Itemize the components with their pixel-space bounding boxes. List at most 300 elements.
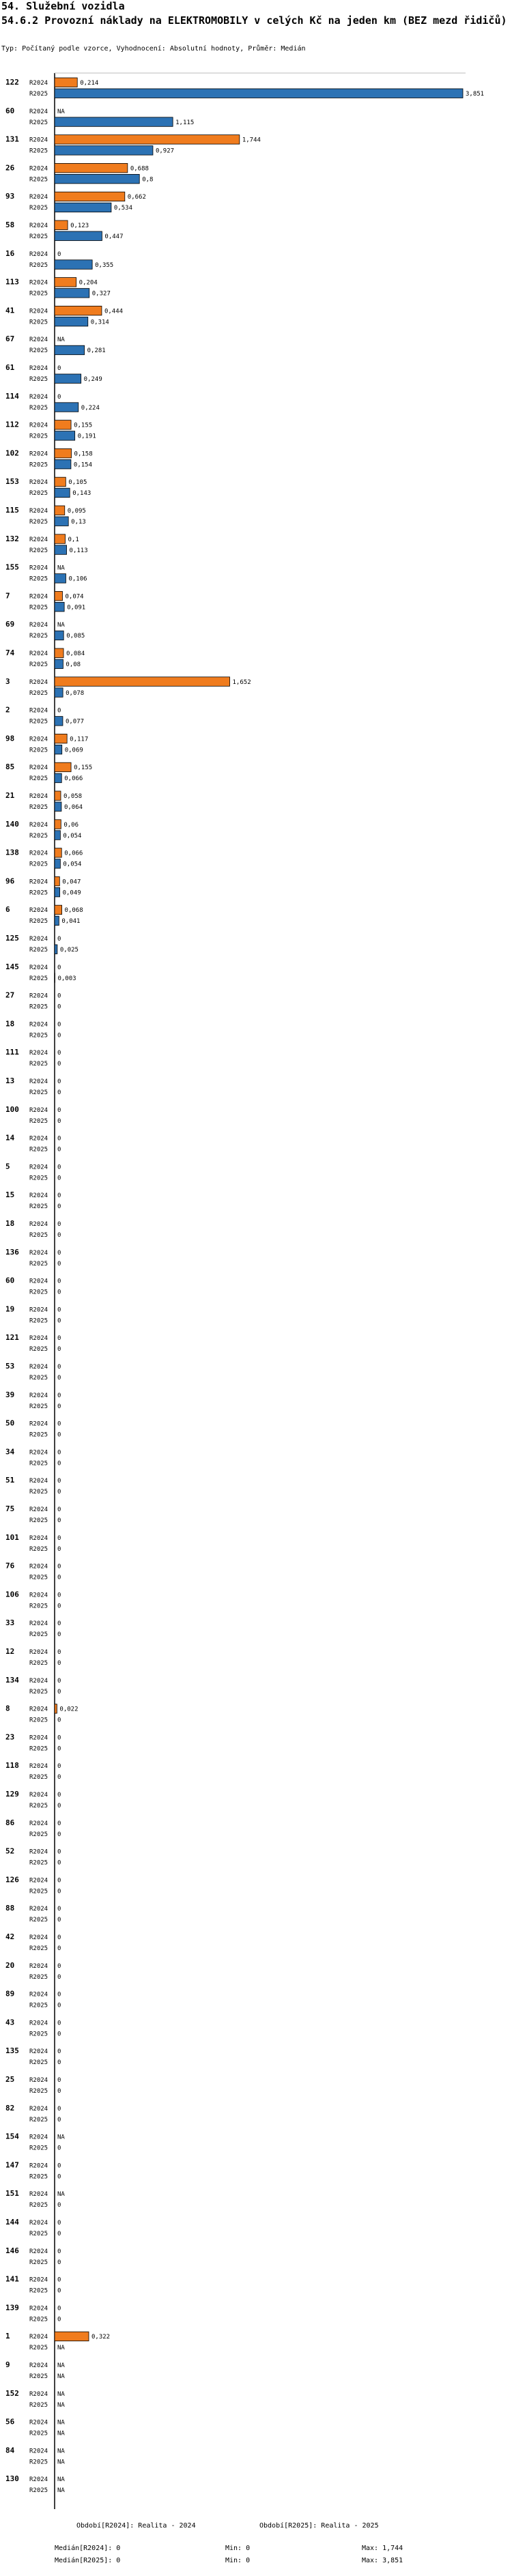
value-label: 0 <box>57 1848 61 1856</box>
series-label: R2024 <box>29 1364 48 1371</box>
category-label: 15 <box>5 1190 15 1200</box>
series-label: R2025 <box>29 661 48 668</box>
value-label: 0,085 <box>66 633 85 640</box>
series-label: R2024 <box>29 1449 48 1457</box>
value-label: 0 <box>57 1420 61 1428</box>
bar-r2024 <box>55 306 102 315</box>
series-label: R2025 <box>29 2002 48 2009</box>
value-label: 0 <box>57 1831 61 1838</box>
value-label: 0 <box>57 2248 61 2255</box>
value-label: 0,155 <box>74 764 93 772</box>
value-label: 0 <box>57 2116 61 2123</box>
bar-r2025 <box>55 802 61 812</box>
category-label: 130 <box>5 2474 19 2484</box>
bar-r2025 <box>55 117 173 127</box>
bar-r2024 <box>55 192 125 201</box>
bar-r2025 <box>55 659 63 669</box>
series-label: R2024 <box>29 194 48 201</box>
median-r2025: Medián[R2025]: 0 <box>55 2557 121 2564</box>
category-label: 125 <box>5 934 19 943</box>
category-label: 115 <box>5 506 19 515</box>
bar-r2024 <box>55 278 76 287</box>
series-label: R2024 <box>29 1934 48 1941</box>
bar-r2025 <box>55 831 60 840</box>
value-label: 0 <box>57 2002 61 2009</box>
value-label: 0 <box>57 1289 61 1296</box>
series-label: R2025 <box>29 205 48 212</box>
category-label: 86 <box>5 1818 15 1827</box>
value-label: 0 <box>57 1249 61 1257</box>
series-label: R2025 <box>29 1631 48 1639</box>
value-label: 0 <box>57 1003 61 1011</box>
series-label: R2024 <box>29 936 48 943</box>
value-label: 0 <box>57 1631 61 1639</box>
series-label: R2024 <box>29 2191 48 2199</box>
value-label: 0 <box>57 1906 61 1913</box>
chart-title: 54.6.2 Provozní náklady na ELEKTROMOBILY v celých Kč na jeden km (BEZ mezd řidičů) <box>1 14 507 27</box>
series-label: R2025 <box>29 2145 48 2152</box>
bar-r2025 <box>55 631 63 640</box>
category-label: 13 <box>5 1076 15 1085</box>
bar-r2025 <box>55 717 63 726</box>
value-label: NA <box>57 2191 65 2199</box>
value-label: 0 <box>57 1221 61 1228</box>
bar-r2025 <box>55 574 66 584</box>
bar-r2024 <box>55 762 71 772</box>
value-label: NA <box>57 2476 65 2484</box>
value-label: 0 <box>57 2059 61 2067</box>
category-label: 58 <box>5 220 15 229</box>
series-label: R2024 <box>29 1164 48 1171</box>
value-label: 0,322 <box>91 2334 111 2341</box>
value-label: 0,069 <box>64 747 83 754</box>
category-label: 132 <box>5 534 19 543</box>
legend-r2024: Období[R2024]: Realita - 2024 <box>76 2522 196 2530</box>
series-label: R2025 <box>29 1146 48 1154</box>
bar-r2024 <box>55 1704 57 1714</box>
series-label: R2025 <box>29 747 48 754</box>
series-label: R2025 <box>29 1232 48 1239</box>
series-label: R2025 <box>29 1859 48 1867</box>
value-label: 0,534 <box>113 205 133 212</box>
series-label: R2025 <box>29 1888 48 1895</box>
series-label: R2024 <box>29 393 48 401</box>
value-label: 0,077 <box>65 718 85 726</box>
value-label: 0 <box>57 1449 61 1457</box>
category-label: 8 <box>5 1704 10 1713</box>
series-label: R2025 <box>29 1688 48 1695</box>
series-label: R2024 <box>29 1734 48 1742</box>
category-label: 100 <box>5 1104 19 1114</box>
series-label: R2024 <box>29 1249 48 1257</box>
category-label: 69 <box>5 620 15 629</box>
series-label: R2025 <box>29 633 48 640</box>
value-label: 0 <box>57 2020 61 2027</box>
series-label: R2024 <box>29 2334 48 2341</box>
bar-r2024 <box>55 677 230 687</box>
value-label: 0,688 <box>130 165 149 173</box>
series-label: R2024 <box>29 1820 48 1827</box>
series-label: R2024 <box>29 650 48 657</box>
series-label: R2024 <box>29 1677 48 1685</box>
value-label: 0 <box>57 1962 61 1970</box>
bar-r2025 <box>55 231 102 241</box>
series-label: R2025 <box>29 1117 48 1125</box>
value-label: 3,851 <box>466 91 485 98</box>
series-label: R2025 <box>29 433 48 440</box>
bar-r2024 <box>55 477 66 487</box>
category-label: 60 <box>5 106 15 115</box>
series-label: R2024 <box>29 1592 48 1599</box>
series-label: R2025 <box>29 1574 48 1582</box>
series-label: R2025 <box>29 918 48 926</box>
value-label: 0 <box>57 1774 61 1781</box>
series-label: R2024 <box>29 536 48 543</box>
series-label: R2024 <box>29 850 48 857</box>
value-label: 0 <box>57 2316 61 2323</box>
value-label: 1,115 <box>175 119 195 126</box>
series-label: R2025 <box>29 775 48 783</box>
series-label: R2025 <box>29 804 48 811</box>
series-label: R2024 <box>29 251 48 258</box>
category-label: 152 <box>5 2388 19 2398</box>
category-label: 144 <box>5 2218 19 2227</box>
bar-r2025 <box>55 602 64 612</box>
bar-r2025 <box>55 374 81 384</box>
bar-r2025 <box>55 887 60 897</box>
value-label: NA <box>57 622 65 629</box>
bar-r2025 <box>55 260 92 270</box>
category-label: 6 <box>5 905 10 915</box>
chart-config-line: Typ: Počítaný podle vzorce, Vyhodnocení: Absolutní hodnoty, Průměr: Medián <box>1 45 306 53</box>
series-label: R2025 <box>29 1203 48 1211</box>
series-label: R2024 <box>29 137 48 144</box>
series-label: R2025 <box>29 147 48 155</box>
category-label: 23 <box>5 1732 15 1742</box>
series-label: R2025 <box>29 404 48 412</box>
value-label: 0 <box>57 1973 61 1981</box>
value-label: 0 <box>57 1364 61 1371</box>
value-label: 0 <box>57 1945 61 1952</box>
value-label: 0 <box>57 1603 61 1610</box>
value-label: 0 <box>57 1574 61 1582</box>
value-label: NA <box>57 108 65 115</box>
series-label: R2024 <box>29 337 48 344</box>
series-label: R2025 <box>29 604 48 612</box>
value-label: NA <box>57 2419 65 2427</box>
series-label: R2024 <box>29 223 48 229</box>
category-label: 118 <box>5 1761 19 1771</box>
category-label: 33 <box>5 1618 15 1628</box>
value-label: 0 <box>57 1061 61 1068</box>
bar-r2025 <box>55 289 89 298</box>
series-label: R2024 <box>29 2362 48 2369</box>
value-label: 0,355 <box>95 261 114 269</box>
series-label: R2024 <box>29 1278 48 1285</box>
series-label: R2024 <box>29 279 48 287</box>
series-label: R2024 <box>29 2162 48 2170</box>
series-label: R2024 <box>29 1306 48 1314</box>
category-label: 114 <box>5 391 19 401</box>
series-label: R2025 <box>29 832 48 840</box>
series-label: R2025 <box>29 2059 48 2067</box>
series-label: R2024 <box>29 2448 48 2455</box>
series-label: R2024 <box>29 1534 48 1542</box>
value-label: 0 <box>57 1106 61 1114</box>
category-label: 122 <box>5 78 19 87</box>
series-label: R2024 <box>29 1335 48 1343</box>
series-label: R2025 <box>29 1289 48 1296</box>
median-r2024: Medián[R2024]: 0 <box>55 2545 121 2552</box>
value-label: 0 <box>57 1431 61 1439</box>
min-r2025: Min: 0 <box>225 2557 251 2564</box>
value-label: 0 <box>57 2088 61 2095</box>
value-label: 0 <box>57 2173 61 2181</box>
value-label: 0 <box>57 1745 61 1753</box>
series-label: R2025 <box>29 319 48 326</box>
bar-r2025 <box>55 403 79 412</box>
category-label: 85 <box>5 762 15 772</box>
bar-r2024 <box>55 534 66 544</box>
bar-r2024 <box>55 820 61 829</box>
category-label: 138 <box>5 848 19 857</box>
series-label: R2024 <box>29 622 48 629</box>
bar-r2025 <box>55 916 59 926</box>
series-label: R2025 <box>29 1774 48 1781</box>
value-label: 0,054 <box>63 861 82 868</box>
category-label: 9 <box>5 2360 10 2369</box>
category-label: 155 <box>5 562 19 572</box>
category-label: 25 <box>5 2075 15 2084</box>
series-label: R2025 <box>29 347 48 355</box>
value-label: NA <box>57 2362 65 2369</box>
value-label: 0 <box>57 1803 61 1809</box>
value-label: 0 <box>57 1859 61 1867</box>
category-label: 141 <box>5 2274 19 2284</box>
category-label: 12 <box>5 1647 15 1656</box>
value-label: 0 <box>57 1078 61 1085</box>
value-label: 0 <box>57 2231 61 2237</box>
value-label: NA <box>57 2430 65 2437</box>
series-label: R2025 <box>29 1745 48 1753</box>
page-title: 54. Služební vozidla <box>1 0 125 12</box>
series-label: R2024 <box>29 2305 48 2313</box>
series-label: R2024 <box>29 1078 48 1085</box>
value-label: 0,249 <box>83 376 102 383</box>
series-label: R2025 <box>29 2373 48 2380</box>
series-label: R2025 <box>29 2345 48 2352</box>
category-label: 61 <box>5 363 15 372</box>
series-label: R2024 <box>29 165 48 173</box>
bar-r2025 <box>55 146 153 156</box>
bar-r2025 <box>55 688 63 698</box>
bar-r2025 <box>55 345 85 355</box>
category-label: 42 <box>5 1932 15 1941</box>
value-label: 0,113 <box>69 547 88 554</box>
value-label: 0 <box>57 1335 61 1343</box>
category-label: 101 <box>5 1532 19 1542</box>
category-label: 134 <box>5 1675 19 1685</box>
bar-r2024 <box>55 220 68 230</box>
category-label: 18 <box>5 1219 15 1228</box>
series-label: R2025 <box>29 2287 48 2295</box>
value-label: 0,084 <box>66 650 85 657</box>
category-label: 51 <box>5 1476 15 1485</box>
series-label: R2025 <box>29 2031 48 2038</box>
value-label: 0 <box>57 1306 61 1314</box>
value-label: 0,447 <box>104 233 124 240</box>
series-label: R2024 <box>29 365 48 372</box>
value-label: 0,117 <box>70 736 89 743</box>
category-label: 147 <box>5 2160 19 2170</box>
value-label: 0 <box>57 964 61 971</box>
bar-r2024 <box>55 791 61 801</box>
series-label: R2024 <box>29 2476 48 2484</box>
value-label: 0 <box>57 2220 61 2227</box>
series-label: R2025 <box>29 119 48 126</box>
category-label: 151 <box>5 2189 19 2199</box>
series-label: R2025 <box>29 1831 48 1838</box>
bar-r2025 <box>55 174 139 184</box>
value-label: 0,08 <box>66 661 81 668</box>
series-label: R2024 <box>29 2220 48 2227</box>
value-label: 0,106 <box>68 575 87 583</box>
value-label: 0 <box>57 1117 61 1125</box>
category-label: 112 <box>5 420 19 429</box>
value-label: 0 <box>57 1734 61 1742</box>
value-label: 0,105 <box>68 479 87 487</box>
series-label: R2025 <box>29 1917 48 1924</box>
series-label: R2025 <box>29 1403 48 1410</box>
value-label: 0 <box>57 1346 61 1354</box>
category-label: 88 <box>5 1904 15 1913</box>
series-label: R2024 <box>29 593 48 601</box>
value-label: NA <box>57 2448 65 2455</box>
value-label: 0,049 <box>62 889 81 897</box>
value-label: 0 <box>57 2287 61 2295</box>
value-label: 0,066 <box>64 850 83 857</box>
legend-r2025: Období[R2025]: Realita - 2025 <box>259 2522 379 2530</box>
series-label: R2024 <box>29 2248 48 2255</box>
category-label: 56 <box>5 2417 15 2427</box>
category-label: 20 <box>5 1960 15 1970</box>
series-label: R2025 <box>29 376 48 383</box>
value-label: 0 <box>57 1317 61 1325</box>
value-label: 0 <box>57 1021 61 1029</box>
series-label: R2024 <box>29 1563 48 1571</box>
series-label: R2024 <box>29 1420 48 1428</box>
series-label: R2025 <box>29 1545 48 1553</box>
category-label: 136 <box>5 1247 19 1257</box>
series-label: R2024 <box>29 1763 48 1771</box>
series-label: R2024 <box>29 479 48 487</box>
category-label: 3 <box>5 676 10 686</box>
series-label: R2024 <box>29 1192 48 1200</box>
category-label: 113 <box>5 277 19 287</box>
series-label: R2025 <box>29 975 48 982</box>
series-label: R2024 <box>29 1021 48 1029</box>
value-label: 0 <box>57 1146 61 1154</box>
series-label: R2025 <box>29 490 48 498</box>
series-label: R2025 <box>29 91 48 98</box>
series-label: R2024 <box>29 878 48 886</box>
bar-r2025 <box>55 317 88 326</box>
value-label: 0 <box>57 2048 61 2056</box>
category-label: 146 <box>5 2246 19 2255</box>
series-label: R2024 <box>29 2390 48 2398</box>
category-label: 76 <box>5 1561 15 1571</box>
value-label: 0 <box>57 1478 61 1485</box>
category-label: 84 <box>5 2446 15 2455</box>
series-label: R2025 <box>29 2487 48 2495</box>
category-label: 153 <box>5 477 19 487</box>
series-label: R2025 <box>29 1032 48 1040</box>
series-label: R2024 <box>29 2048 48 2056</box>
value-label: 0,444 <box>104 308 124 315</box>
value-label: 0 <box>57 1620 61 1628</box>
value-label: NA <box>57 2345 65 2352</box>
category-label: 39 <box>5 1390 15 1399</box>
bar-r2024 <box>55 876 59 886</box>
series-label: R2025 <box>29 1460 48 1468</box>
value-label: 0,662 <box>127 194 146 201</box>
category-label: 53 <box>5 1362 15 1371</box>
category-label: 96 <box>5 876 15 886</box>
category-label: 16 <box>5 248 15 258</box>
value-label: 0,064 <box>63 804 83 811</box>
value-label: 0,047 <box>62 878 81 886</box>
category-label: 67 <box>5 334 15 344</box>
value-label: 0,06 <box>63 821 79 829</box>
value-label: 0 <box>57 1050 61 1057</box>
series-label: R2025 <box>29 547 48 554</box>
series-label: R2025 <box>29 947 48 954</box>
series-label: R2024 <box>29 1620 48 1628</box>
category-label: 26 <box>5 163 15 173</box>
series-label: R2024 <box>29 2134 48 2141</box>
series-label: R2025 <box>29 519 48 526</box>
bar-r2024 <box>55 734 67 743</box>
series-label: R2025 <box>29 1317 48 1325</box>
category-label: 21 <box>5 791 15 800</box>
min-r2024: Min: 0 <box>225 2545 251 2552</box>
value-label: 0,281 <box>87 347 106 355</box>
category-label: 82 <box>5 2103 15 2113</box>
series-label: R2025 <box>29 1945 48 1952</box>
value-label: 0 <box>57 1032 61 1040</box>
series-label: R2024 <box>29 992 48 1000</box>
series-label: R2024 <box>29 1962 48 1970</box>
category-label: 7 <box>5 591 10 601</box>
series-label: R2025 <box>29 461 48 469</box>
category-label: 126 <box>5 1875 19 1885</box>
category-label: 75 <box>5 1504 15 1513</box>
series-label: R2024 <box>29 1877 48 1885</box>
value-label: NA <box>57 337 65 344</box>
value-label: 0 <box>57 1888 61 1895</box>
series-label: R2024 <box>29 1506 48 1513</box>
series-label: R2024 <box>29 2077 48 2084</box>
bar-r2025 <box>55 945 57 954</box>
series-label: R2024 <box>29 793 48 800</box>
series-label: R2025 <box>29 2316 48 2323</box>
series-label: R2024 <box>29 1792 48 1799</box>
value-label: 0 <box>57 393 61 401</box>
series-label: R2024 <box>29 821 48 829</box>
series-label: R2024 <box>29 422 48 429</box>
series-label: R2024 <box>29 907 48 915</box>
value-label: 0 <box>57 1403 61 1410</box>
